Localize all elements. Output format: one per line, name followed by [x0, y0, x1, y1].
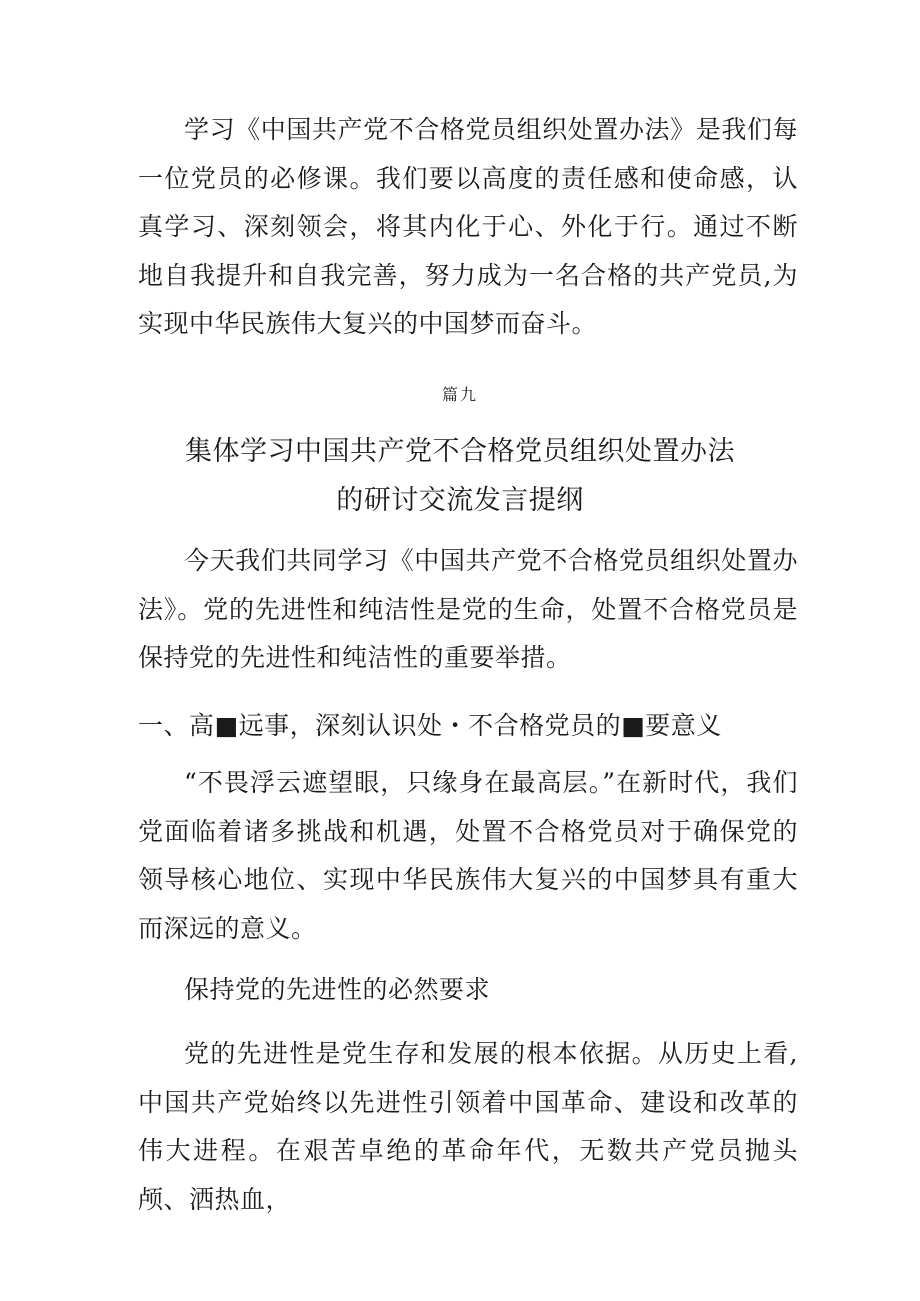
- document-title-line-2: 的研讨交流发言提纲: [336, 485, 584, 516]
- quote-paragraph: “不畏浮云遮望眼，只缘身在最高层。”在新时代，我们党面临着诸多挑战和机遇，处置不合格党员对于确保党的领导核心地位、实现中华民族伟大复兴的中国梦具有重大而深远的意义。: [138, 768, 798, 943]
- section-label: 篇九: [441, 385, 478, 404]
- intro-paragraph: 学习《中国共产党不合格党员组织处置办法》是我们每一位党员的必修课。我们要以高度的责任感和使命感，认真学习、深刻领会，将其内化于心、外化于行。通过不断地自我提升和自我完善，努力成为一名合格的共产党员,为实现中华民族伟大复兴的中国梦而奋斗。: [138, 115, 798, 338]
- opening-paragraph: 今天我们共同学习《中国共产党不合格党员组织处置办法》。党的先进性和纯洁性是党的生命，处置不合格党员是保持党的先进性和纯洁性的重要举措。: [138, 546, 798, 672]
- document-title-line-1: 集体学习中国共产党不合格党员组织处置办法: [185, 436, 735, 467]
- section-one-title: 一、高■远事，深刻认识处・不合格党员的■要意义: [138, 711, 722, 740]
- history-paragraph: 党的先进性是党生存和发展的根本依据。从历史上看,中国共产党始终以先进性引领着中国革命、建设和改革的伟大进程。在艰苦卓绝的革命年代，无数共产党员抛头颅、洒热血，: [138, 1039, 798, 1214]
- subheading-advancement: 保持党的先进性的必然要求: [184, 975, 491, 1004]
